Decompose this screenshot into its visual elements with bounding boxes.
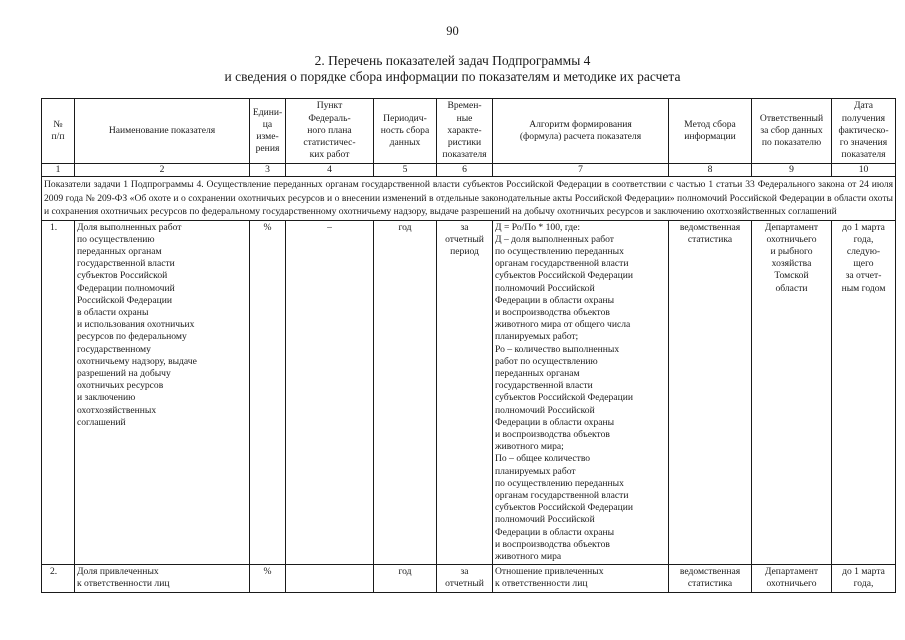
plan-item: – — [286, 220, 374, 565]
indicator-name: Доля привлеченных к ответственности лиц — [75, 565, 250, 592]
table-row — [42, 565, 896, 592]
column-number: 5 — [374, 164, 437, 177]
column-number: 8 — [669, 164, 752, 177]
unit: % — [250, 565, 286, 592]
algorithm: Д = Ро/По * 100, где: Д – доля выполненных работ по осуществлению переданных органам государственной власти субъектов Российской Федерации полномочий Российской Федерации в области охраны и воспроизводства объектов животного мира от общего числа планируемых работ; Ро – количество выполненных работ по осуществлению переданных органам государственной власти субъектов Российской Федерации полномочий Российской Федерации в области охраны и воспроизводства объектов животного мира; По – общее количество планируемых работ по осуществлению переданных органам государственной власти субъектов Российской Федерации полномочий Российской Федерации в области охраны и воспроизводства объектов животного мира — [493, 220, 669, 565]
header-date: Дата получения фактическо- го значения показателя — [832, 99, 896, 164]
column-number: 6 — [437, 164, 493, 177]
table-row — [42, 220, 896, 565]
header-plan-item: Пункт Федераль- ного плана статистичес- ких работ — [286, 99, 374, 164]
column-number: 3 — [250, 164, 286, 177]
column-number-row — [42, 164, 896, 177]
column-number: 9 — [752, 164, 832, 177]
time-characteristics: за отчетный период — [437, 220, 493, 565]
row-number: 2. — [42, 565, 75, 592]
unit: % — [250, 220, 286, 565]
task-1-heading: Показатели задачи 1 Подпрограммы 4. Осуществление переданных органам государственной власти субъектов Российской Федерации в соответствии с частью 1 статьи 33 Федерального закона от 24 июля 2009 года № 209-ФЗ «Об охоте и о сохранении охотничьих ресурсов и о внесении изменений в отдельные законодательные акты Российской Федерации» полномочий Российской Федерации в области охоты и сохранения охотничьих ресурсов по федеральному государственному охотничьему надзору, выдаче разрешений на добычу охотничьих ресурсов и заключению охотхозяйственных соглашений — [42, 177, 896, 221]
time-characteristics: за отчетный — [437, 565, 493, 592]
section-title — [0, 53, 905, 85]
column-number: 1 — [42, 164, 75, 177]
column-number: 7 — [493, 164, 669, 177]
collection-method: ведомственная статистика — [669, 220, 752, 565]
collection-method: ведомственная статистика — [669, 565, 752, 592]
responsible: Департамент охотничьего — [752, 565, 832, 592]
indicator-name: Доля выполненных работ по осуществлению переданных органам государственной власти субъектов Российской Федерации полномочий Российской Федерации в области охраны и использования охотничьих ресурсов по федеральному государственному охотничьему надзору, выдаче разрешений на добычу охотничьих ресурсов и заключению охотхозяйственных соглашений — [75, 220, 250, 565]
header-method: Метод сбора информации — [669, 99, 752, 164]
plan-item — [286, 565, 374, 592]
header-time-characteristics: Времен- ные характе- ристики показателя — [437, 99, 493, 164]
periodicity: год — [374, 565, 437, 592]
row-number: 1. — [42, 220, 75, 565]
title-line-2: и сведения о порядке сбора информации по показателям и методике их расчета — [224, 69, 681, 84]
responsible: Департамент охотничьего и рыбного хозяйства Томской области — [752, 220, 832, 565]
header-name: Наименование показателя — [75, 99, 250, 164]
indicators-table — [41, 98, 896, 593]
header-periodicity: Периодич- ность сбора данных — [374, 99, 437, 164]
section-heading-row — [42, 177, 896, 221]
receipt-date: до 1 марта года, — [832, 565, 896, 592]
title-line-1: 2. Перечень показателей задач Подпрограммы 4 — [314, 53, 591, 68]
page-number: 90 — [446, 24, 459, 38]
header-row — [42, 99, 896, 164]
header-num: № п/п — [42, 99, 75, 164]
receipt-date: до 1 марта года, следую- щего за отчет- ным годом — [832, 220, 896, 565]
column-number: 2 — [75, 164, 250, 177]
header-unit: Едини- ца изме- рения — [250, 99, 286, 164]
header-responsible: Ответственный за сбор данных по показателю — [752, 99, 832, 164]
periodicity: год — [374, 220, 437, 565]
column-number: 10 — [832, 164, 896, 177]
algorithm: Отношение привлеченных к ответственности лиц — [493, 565, 669, 592]
header-algorithm: Алгоритм формирования (формула) расчета показателя — [493, 99, 669, 164]
column-number: 4 — [286, 164, 374, 177]
